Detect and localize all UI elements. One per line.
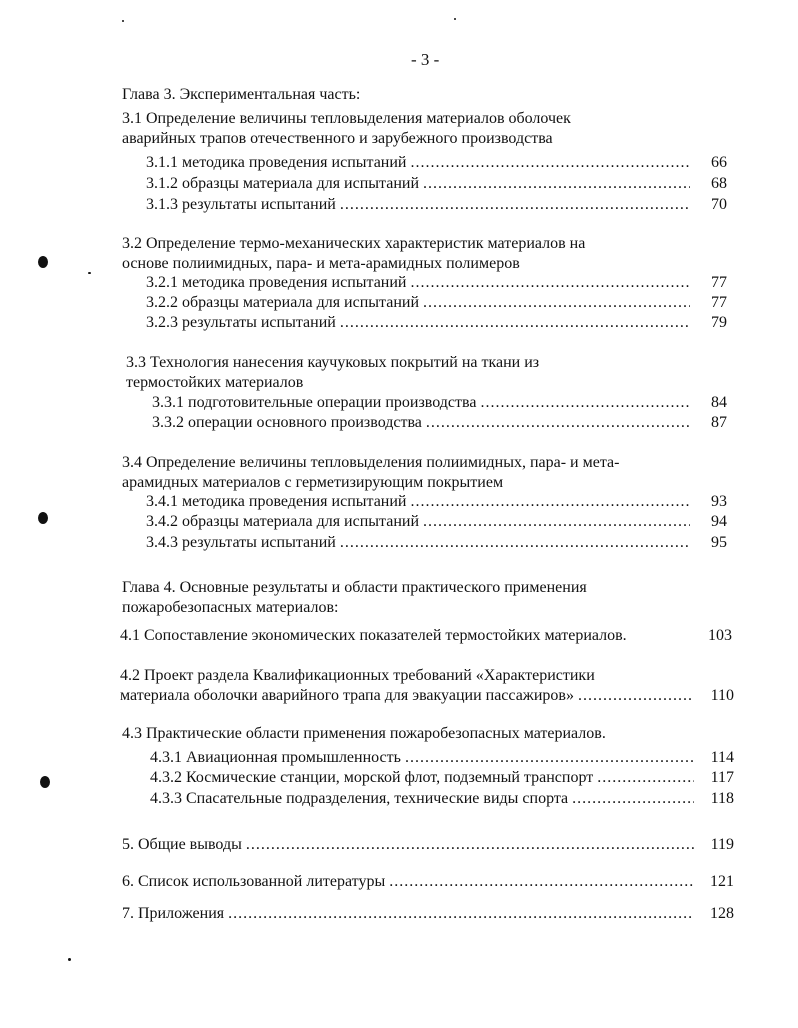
section-3-3-title: 3.3 Технология нанесения каучуковых покрытий на ткани из (126, 354, 540, 371)
toc-entry-3-1-3 (146, 195, 694, 215)
dot-leader (597, 768, 694, 788)
toc-entry-label: 3.1.2 образцы материала для испытаний (146, 175, 419, 192)
toc-entry-label: 3.3.1 подготовительные операции производства (152, 394, 477, 411)
dot-leader (480, 393, 690, 413)
toc-entry-3-1-1 (146, 153, 694, 173)
toc-entry-label: материала оболочки аварийного трапа для эвакуации пассажиров» (120, 687, 574, 704)
toc-entry-page: 121 (710, 873, 734, 890)
toc-entry-label: 3.4.3 результаты испытаний (146, 534, 336, 551)
dot-leader (578, 686, 694, 706)
toc-entry-label: 3.4.2 образцы материала для испытаний (146, 513, 419, 530)
toc-entry-4-3-2 (150, 768, 698, 788)
toc-entry-3-2-3 (146, 313, 694, 333)
dot-leader (340, 195, 690, 215)
dot-leader (340, 313, 690, 333)
dot-leader (389, 872, 694, 892)
binder-hole-mark (38, 256, 48, 268)
dot-leader (423, 293, 690, 313)
toc-entry-3-2-1 (146, 273, 694, 293)
toc-entry-label: 3.2.1 методика проведения испытаний (146, 274, 407, 291)
scan-speck (122, 20, 124, 22)
toc-entry-3-3-2 (152, 413, 694, 433)
toc-entry-page: 114 (710, 749, 734, 766)
scan-speck (454, 18, 456, 20)
toc-entry-label: 4.3.1 Авиационная промышленность (150, 749, 401, 766)
toc-entry-page: 77 (711, 294, 727, 311)
section-4-3-title: 4.3 Практические области применения пожаробезопасных материалов. (122, 725, 606, 742)
section-3-1-title-cont: аварийных трапов отечественного и зарубежного производства (122, 130, 553, 147)
toc-entry-3-4-3 (146, 533, 694, 553)
toc-entry-3-4-2 (146, 512, 694, 532)
toc-entry-page: 79 (711, 314, 727, 331)
section-3-2-title: 3.2 Определение термо-механических характеристик материалов на (122, 235, 586, 252)
toc-entry-page: 110 (710, 687, 734, 704)
scan-speck (68, 958, 71, 961)
section-4-1-title: 4.1 Сопоставление экономических показателей термостойких материалов. (120, 627, 627, 644)
dot-leader (572, 789, 694, 809)
chapter-3-title: Глава 3. Экспериментальная часть: (122, 86, 361, 103)
toc-entry-page: 94 (711, 513, 727, 530)
toc-entry-3-1-2 (146, 174, 694, 194)
toc-entry-page: 117 (710, 769, 734, 786)
toc-entry-3-3-1 (152, 393, 694, 413)
dot-leader (426, 413, 690, 433)
toc-entry-page: 118 (710, 790, 734, 807)
section-4-2-title: 4.2 Проект раздела Квалификационных требований «Характеристики (120, 667, 595, 684)
section-3-1-title: 3.1 Определение величины тепловыделения материалов оболочек (122, 110, 571, 127)
toc-entry-page: 84 (711, 394, 727, 411)
toc-entry-page: 93 (711, 493, 727, 510)
toc-entry-label: 3.2.2 образцы материала для испытаний (146, 294, 419, 311)
dot-leader (410, 492, 690, 512)
section-3-2-title-cont: основе полиимидных, пара- и мета-арамидных полимеров (122, 255, 520, 272)
dot-leader (405, 748, 694, 768)
toc-entry-label: 5. Общие выводы (122, 836, 242, 853)
toc-entry-label: 6. Список использованной литературы (122, 873, 386, 890)
toc-entry-4-3-1 (150, 748, 698, 768)
toc-entry-page: 128 (710, 905, 734, 922)
toc-entry-label: 7. Приложения (122, 905, 225, 922)
toc-entry-3-4-1 (146, 492, 694, 512)
toc-entry-page: 77 (711, 274, 727, 291)
section-3-4-title-cont: арамидных материалов с герметизирующим покрытием (122, 474, 504, 491)
binder-hole-mark (40, 776, 50, 788)
dot-leader (246, 835, 694, 855)
toc-entry-page: 68 (711, 175, 727, 192)
toc-entry-appendices (122, 904, 698, 924)
toc-entry-label: 3.1.3 результаты испытаний (146, 196, 336, 213)
toc-entry-page: 103 (708, 627, 732, 644)
chapter-4-title-cont: пожаробезопасных материалов: (122, 599, 339, 616)
scan-speck (88, 272, 91, 274)
dot-leader (228, 904, 694, 924)
chapter-4-title: Глава 4. Основные результаты и области практического применения (122, 579, 587, 596)
toc-entry-page: 119 (710, 836, 734, 853)
toc-entry-label: 4.3.3 Спасательные подразделения, технические виды спорта (150, 790, 569, 807)
toc-entry-4-3-3 (150, 789, 698, 809)
toc-entry-3-2-2 (146, 293, 694, 313)
toc-entry-conclusions (122, 835, 698, 855)
toc-entry-label: 3.3.2 операции основного производства (152, 414, 422, 431)
section-3-4-title: 3.4 Определение величины тепловыделения полиимидных, пара- и мета- (122, 454, 620, 471)
dot-leader (340, 533, 690, 553)
dot-leader (410, 153, 690, 173)
dot-leader (423, 174, 690, 194)
binder-hole-mark (38, 512, 48, 524)
toc-entry-page: 66 (711, 154, 727, 171)
toc-entry-label: 3.4.1 методика проведения испытаний (146, 493, 407, 510)
toc-entry-label: 3.2.3 результаты испытаний (146, 314, 336, 331)
toc-entry-label: 3.1.1 методика проведения испытаний (146, 154, 407, 171)
toc-entry-page: 70 (711, 196, 727, 213)
toc-entry-references (122, 872, 698, 892)
dot-leader (423, 512, 690, 532)
toc-entry-label: 4.3.2 Космические станции, морской флот, подземный транспорт (150, 769, 594, 786)
section-4-2-title-cont (120, 686, 698, 706)
page-number: - 3 - (411, 50, 440, 69)
toc-entry-page: 87 (711, 414, 727, 431)
section-3-3-title-cont: термостойких материалов (126, 374, 304, 391)
dot-leader (410, 273, 690, 293)
toc-entry-page: 95 (711, 534, 727, 551)
